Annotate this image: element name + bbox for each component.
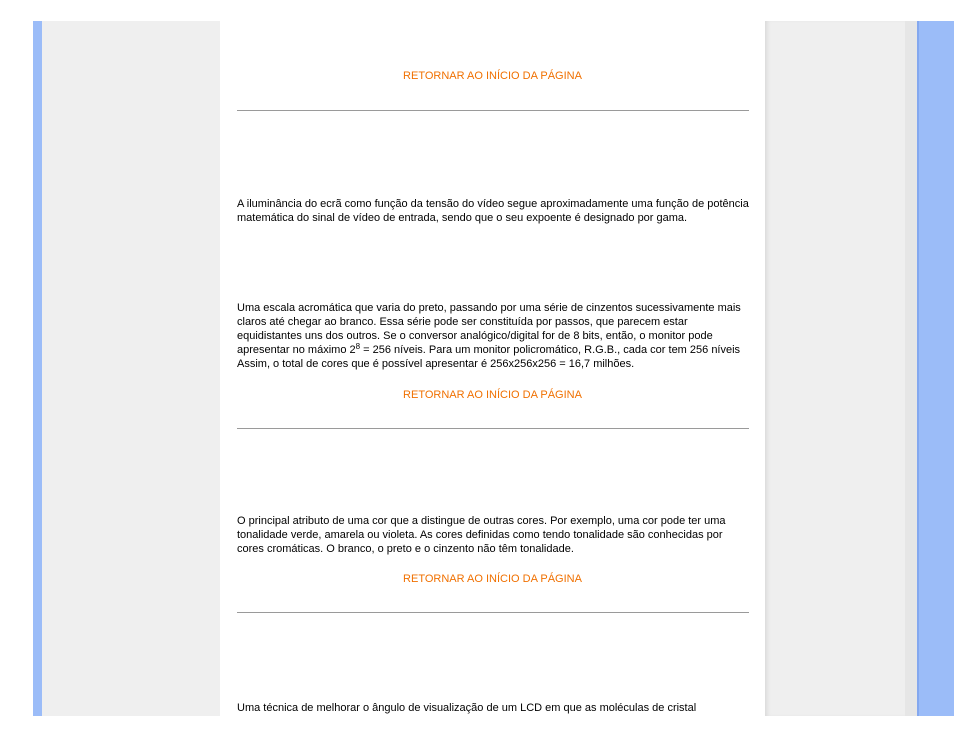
right-margin-edge	[905, 21, 917, 716]
content-column	[220, 21, 765, 716]
back-to-top-link[interactable]: RETORNAR AO INÍCIO DA PÁGINA	[403, 70, 582, 82]
right-accent-strip	[917, 21, 954, 716]
section-divider	[237, 110, 749, 111]
section-divider	[237, 428, 749, 429]
paragraph-grayscale-text-1: Uma escala acromática que varia do preto, passando por uma série de cinzentos sucessivamente mais claros até chegar ao branco. Essa série pode ser constituída por passos, que parecem estar equidistantes uns dos outros. Se o conversor analógico/digital for de 8 bits, então, o monitor pode apresentar no máximo 2	[237, 302, 741, 356]
section-divider	[237, 612, 749, 613]
paragraph-ips: Uma técnica de melhorar o ângulo de visualização de um LCD em que as moléculas de cristal	[237, 702, 697, 714]
paragraph-hue: O principal atributo de uma cor que a distingue de outras cores. Por exemplo, uma cor pode ter uma tonalidade verde, amarela ou violeta. As cores definidas como tendo tonalidade são conhecidas por cores cromáticas. O branco, o preto e o cinzento não têm tonalidade.	[237, 515, 726, 555]
left-accent-strip	[33, 21, 42, 716]
back-to-top-link[interactable]: RETORNAR AO INÍCIO DA PÁGINA	[403, 573, 582, 585]
paragraph-grayscale	[237, 301, 749, 371]
right-margin-panel	[765, 21, 917, 716]
left-margin-panel	[42, 21, 220, 716]
back-to-top-link[interactable]: RETORNAR AO INÍCIO DA PÁGINA	[403, 389, 582, 401]
paragraph-gamma: A iluminância do ecrã como função da tensão do vídeo segue aproximadamente uma função de potência matemática do sinal de vídeo de entrada, sendo que o seu expoente é designado por gama.	[237, 198, 749, 224]
exponent: 8	[355, 342, 361, 351]
paragraph-grayscale-text-2: = 256 níveis. Para um monitor policromático, R.G.B., cada cor tem 256 níveis Assim, o total de cores que é possível apresentar é 256x256x256 = 16,7 milhões.	[237, 344, 741, 370]
